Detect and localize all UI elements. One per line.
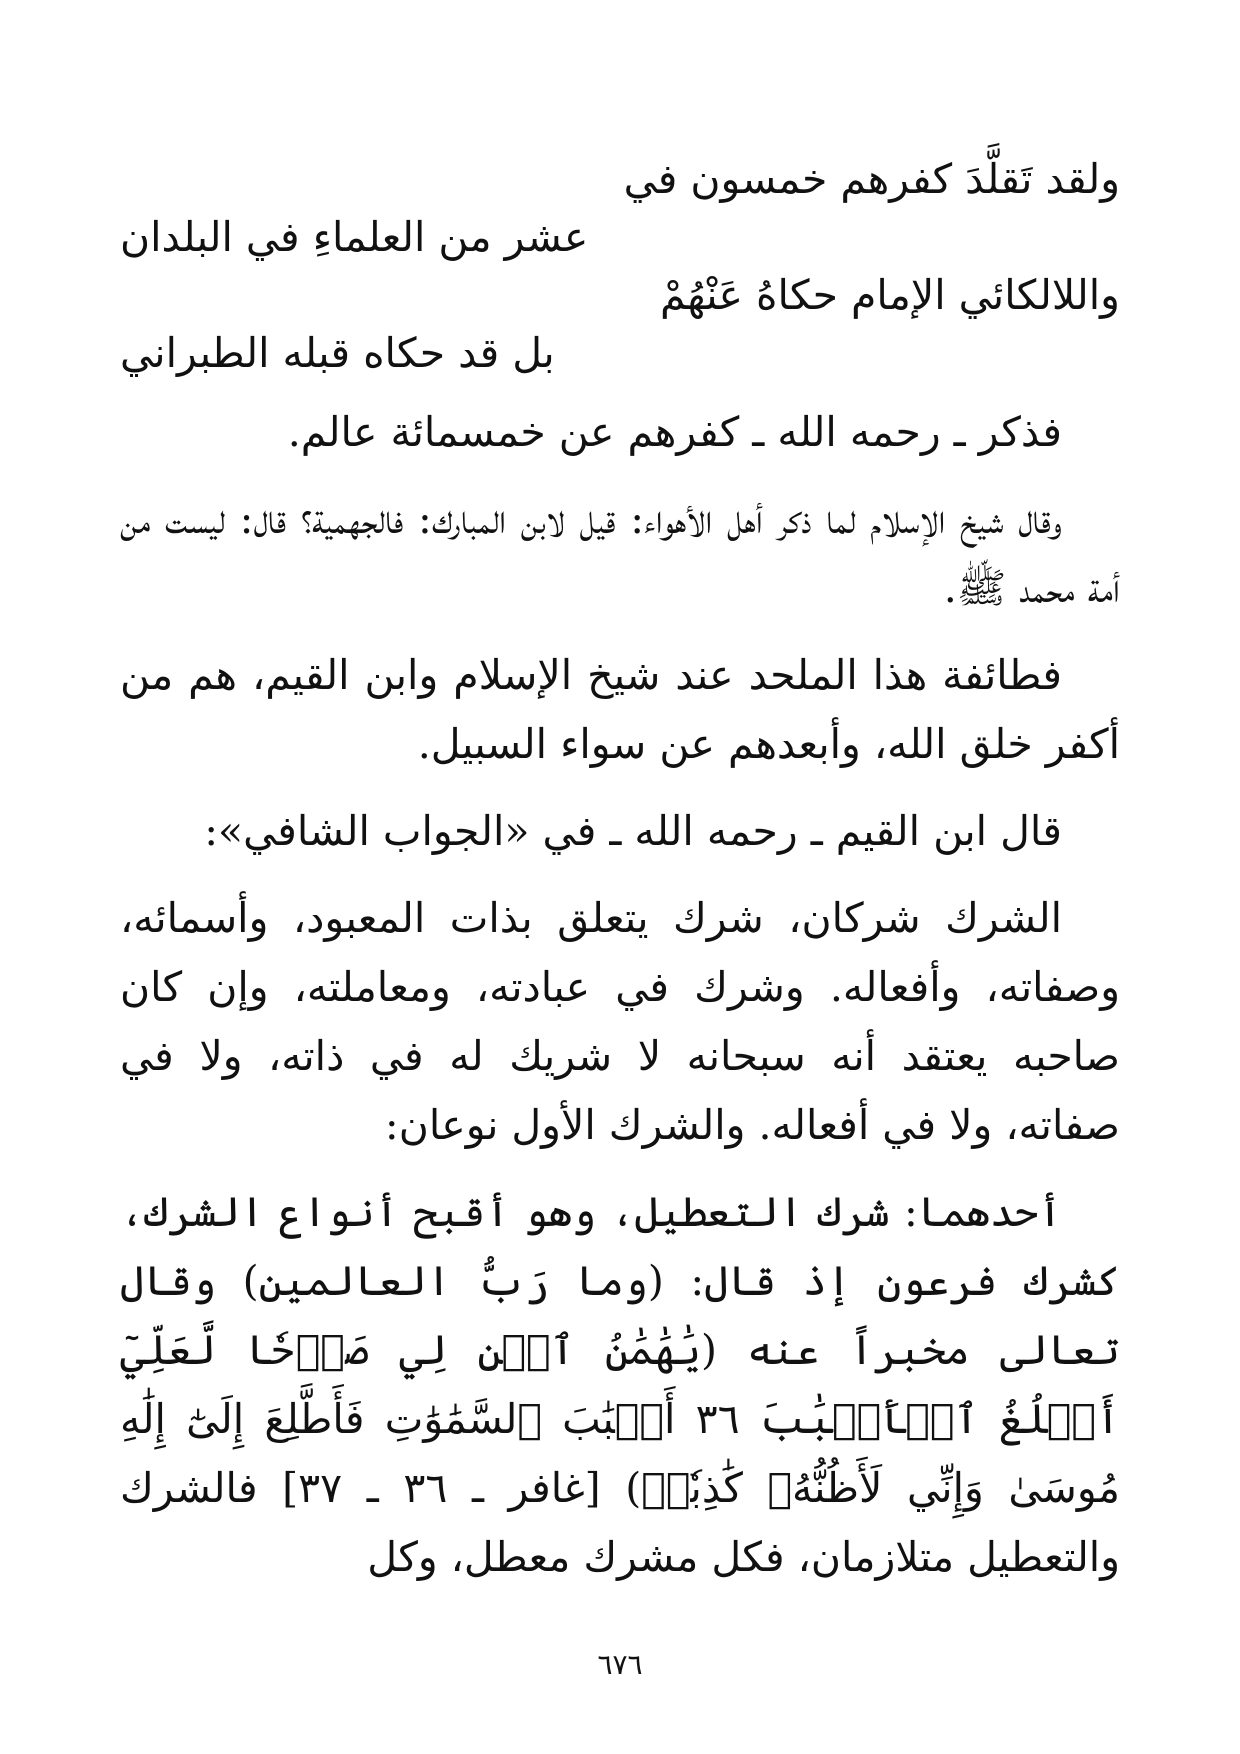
poem-line-1: ولقد تَقلَّدَ كفرهم خمسون في — [623, 155, 1120, 203]
paragraph-1 — [120, 398, 1120, 467]
paragraph-4-text: قال ابن القيم ـ رحمه الله ـ في «الجواب الشافي»: — [204, 807, 1062, 855]
paragraph-1-text: فذكر ـ رحمه الله ـ كفرهم عن خمسمائة عالم. — [287, 408, 1062, 456]
paragraph-3-text: فطائفة هذا الملحد عند شيخ الإسلام وابن القيم، هم من أكفر خلق الله، وأبعدهم عن سواء السبيل. — [120, 651, 1120, 768]
spacer — [120, 382, 1120, 398]
poem-line-2: عشر من العلماءِ في البلدان — [120, 213, 589, 261]
paragraph-4 — [120, 797, 1120, 866]
page-number: ٦٧٦ — [597, 1648, 643, 1681]
paragraph-6-text: أحدهما: شرك التعطيل، وهو أقبح أنواع الشرك، كشرك فرعون إذ قال: (وما رَبُّ العالمين) وقال تعالى مخبراً عنه (يَٰهَٰمَٰنُ ٱبۡنِ لِي صَرۡحٗا لَّعَلِّيٓ أَبۡلُغُ ٱلۡأَسۡبَٰبَ ٣٦ أَسۡبَٰبَ ٱلسَّمَٰوَٰتِ فَأَطَّلِعَ إِلَىٰٓ إِلَٰهِ مُوسَىٰ وَإِنِّي لَأَظُنُّهُۥ كَٰذِبٗاۚ) [غافر ـ ٣٦ ـ ٣٧] فالشرك والتعطيل متلازمان، فكل مشرك معطل، وكل — [120, 1188, 1120, 1581]
text-block — [120, 150, 1120, 1610]
poem-line-3: واللالكائي الإمام حكاهُ عَنْهُمْ — [659, 271, 1120, 319]
paragraph-2-text: وقال شيخ الإسلام لما ذكر أهل الأهواء: قيل لابن المبارك: فالجهمية؟ قال: ليست من أمة محمد ﷺ. — [120, 495, 1120, 612]
paragraph-6 — [120, 1178, 1120, 1592]
paragraph-5-text: الشرك شركان، شرك يتعلق بذات المعبود، وأسمائه، وصفاته، وأفعاله. وشرك في عبادته، ومعاملته، وإن كان صاحبه يعتقد أنه سبحانه لا شريك له في ذاته، ولا في صفاته، ولا في أفعاله. والشرك الأول نوعان: — [120, 894, 1120, 1149]
paragraph-2 — [120, 485, 1120, 623]
paragraph-3 — [120, 641, 1120, 779]
paragraph-5 — [120, 884, 1120, 1160]
poem-line-4: بل قد حكاه قبله الطبراني — [120, 329, 555, 377]
